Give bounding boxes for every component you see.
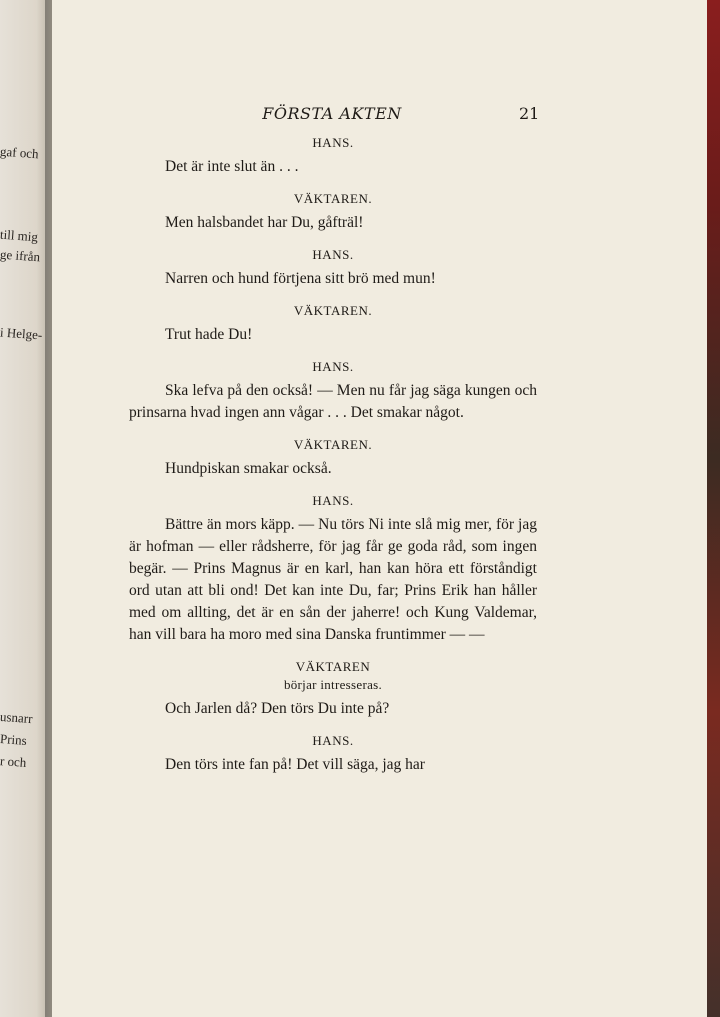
speaker-name: VÄKTAREN. <box>293 191 373 206</box>
left-page-fragment: r och <box>0 753 27 770</box>
dialogue-line: Ska lefva på den också! — Men nu får jag säga kungen och prinsarna hvad ingen ann vågar . . . Det smakar något. <box>129 382 537 421</box>
stage-direction: börjar intresseras. <box>283 677 383 692</box>
left-page-fragment: gaf och <box>0 143 40 162</box>
dialogue-line: Trut hade Du! <box>165 326 253 343</box>
dialogue-line: Det är inte slut än . . . <box>165 158 299 175</box>
speaker-name: HANS. <box>312 359 354 374</box>
left-page-fragment: till mig <box>0 226 39 245</box>
dialogue-line: Hundpiskan smakar också. <box>165 460 332 477</box>
speaker-name: HANS. <box>312 493 354 508</box>
page-number: 21 <box>519 104 540 123</box>
speaker-name: HANS. <box>312 733 354 748</box>
dialogue-line: Bättre än mors käpp. — Nu törs Ni inte slå mig mer, för jag är hofman — eller rådsherre, för jag får ge goda råd, som ingen begär. — Prins Magnus är en karl, han kan höra ett förståndigt ord utan att bli ond! Det kan inte Du, far; Prins Erik han håller med om allting, det är en sån der jaherre! och Kung Valdemar, han vill bara ha moro med sina Danska fruntimmer — — <box>129 516 537 643</box>
speaker-name: VÄKTAREN. <box>293 437 373 452</box>
speaker-name: HANS. <box>312 247 354 262</box>
right-page <box>52 0 707 1017</box>
play-text <box>129 134 537 776</box>
dialogue-line: Den törs inte fan på! Det vill säga, jag har <box>165 756 425 773</box>
left-page-fragment: i Helge- <box>0 324 43 343</box>
left-page-fragment: Prins <box>0 731 28 748</box>
speaker-name: VÄKTAREN <box>295 659 371 674</box>
speaker-name: HANS. <box>312 135 354 150</box>
dialogue-line: Men halsbandet har Du, gåfträl! <box>165 214 364 231</box>
running-header <box>52 104 707 128</box>
dialogue-line: Och Jarlen då? Den törs Du inte på? <box>165 700 390 717</box>
book-edge <box>707 0 720 1017</box>
running-title: FÖRSTA AKTEN <box>262 104 402 123</box>
dialogue-line: Narren och hund förtjena sitt brö med mun! <box>165 270 436 287</box>
left-page-fragment: usnarr <box>0 708 34 727</box>
left-page-fragment: ge ifrån <box>0 246 41 265</box>
speaker-name: VÄKTAREN. <box>293 303 373 318</box>
